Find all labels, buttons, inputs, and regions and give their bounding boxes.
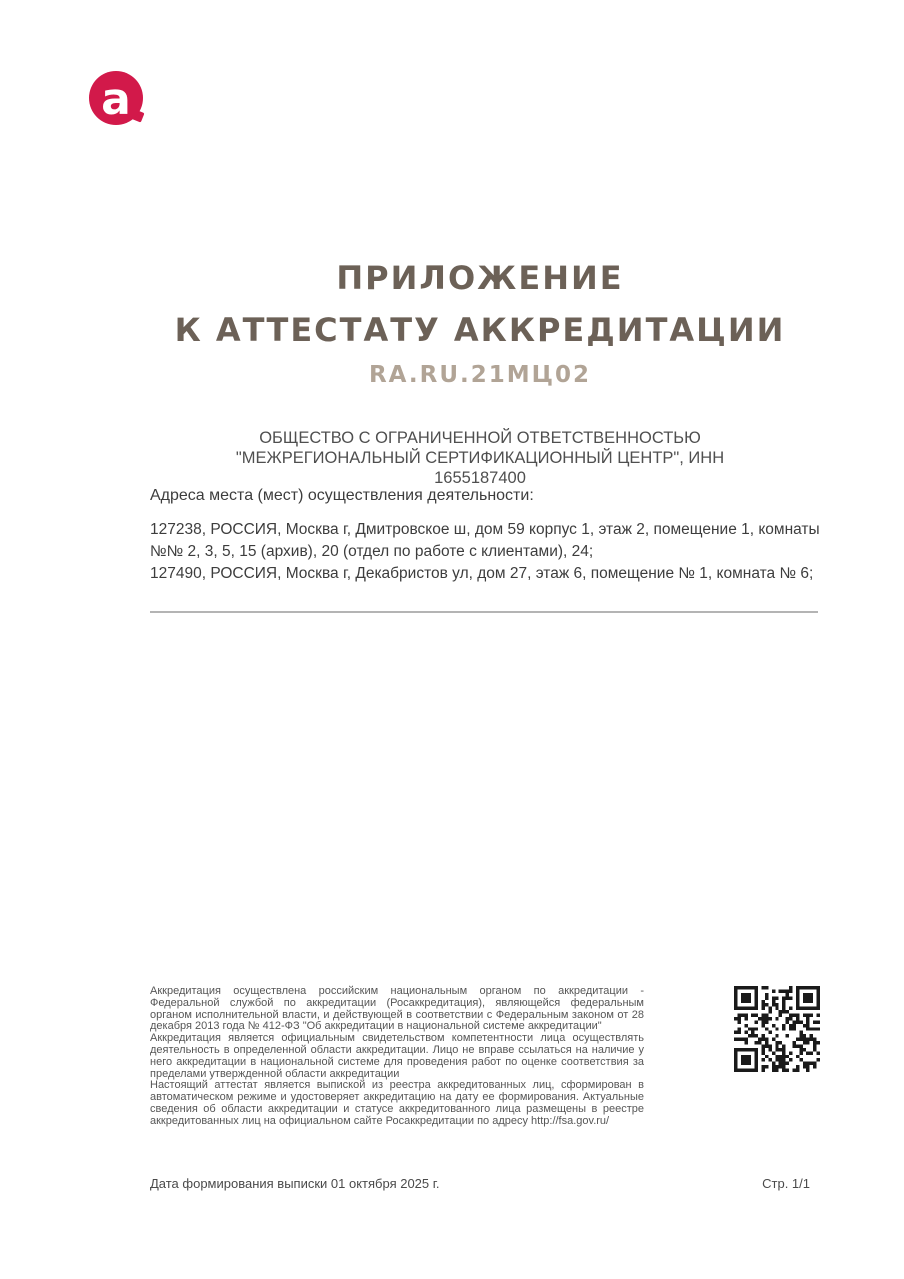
section-divider [150, 611, 818, 613]
generation-date: Дата формирования выписки 01 октября 2025 г. [150, 1176, 440, 1191]
address-line: 127490, РОССИЯ, Москва г, Декабристов ул, дом 27, этаж 6, помещение № 1, комната № 6; [150, 565, 814, 582]
document-title-line1: ПРИЛОЖЕНИЕ [336, 259, 624, 297]
logo-graphic [88, 70, 146, 128]
organization-name-wrap [150, 428, 810, 488]
address-line: №№ 2, 3, 5, 15 (архив), 20 (отдел по работе с клиентами), 24; [150, 543, 594, 560]
page-number: Стр. 1/1 [762, 1176, 810, 1191]
page-footer [150, 1176, 810, 1191]
title-block [150, 252, 810, 388]
addresses-label: Адреса места (мест) осуществления деятельности: [150, 487, 534, 504]
legal-text-block [150, 986, 644, 1128]
accreditation-number: RA.RU.21МЦ02 [368, 362, 592, 388]
rosaccreditation-logo-icon [88, 70, 146, 128]
document-title-line2: К АТТЕСТАТУ АККРЕДИТАЦИИ [174, 311, 786, 349]
organization-name: ОБЩЕСТВО С ОГРАНИЧЕННОЙ ОТВЕТСТВЕННОСТЬЮ "МЕЖРЕГИОНАЛЬНЫЙ СЕРТИФИКАЦИОННЫЙ ЦЕНТР", ИНН 1655187400 [235, 429, 725, 487]
qr-code [734, 986, 820, 1072]
legal-paragraph: Аккредитация осуществлена российским национальным органом по аккредитации - Федеральной службой по аккредитации (Росаккредитация), являющейся федеральным органом исполнительной власти, и действующей в соответствии с Федеральным законом от 28 декабря 2013 года № 412-ФЗ "Об аккредитации в национальной системе аккредитации" [150, 985, 644, 1033]
logo-letter: а [101, 74, 131, 125]
address-line: 127238, РОССИЯ, Москва г, Дмитровское ш, дом 59 корпус 1, этаж 2, помещение 1, комнаты [150, 521, 820, 538]
legal-paragraph: Аккредитация является официальным свидетельством компетентности лица осуществлять деятельность в определенной области аккредитации. Лицо не вправе ссылаться на наличие у него аккредитации в национальной системе для проведения работ по оценке соответствия за пределами утвержденной области аккредитации [150, 1032, 644, 1080]
address-list [150, 519, 820, 585]
legal-paragraph: Настоящий аттестат является выпиской из реестра аккредитованных лиц, сформирован в автоматическом режиме и удостоверяет аккредитацию на дату ее формирования. Актуальные сведения об области аккредитации и статусе аккредитованного лица размещены в реестре аккредитованных лиц на официальном сайте Росаккредитации по адресу http://fsa.gov.ru/ [150, 1079, 644, 1127]
